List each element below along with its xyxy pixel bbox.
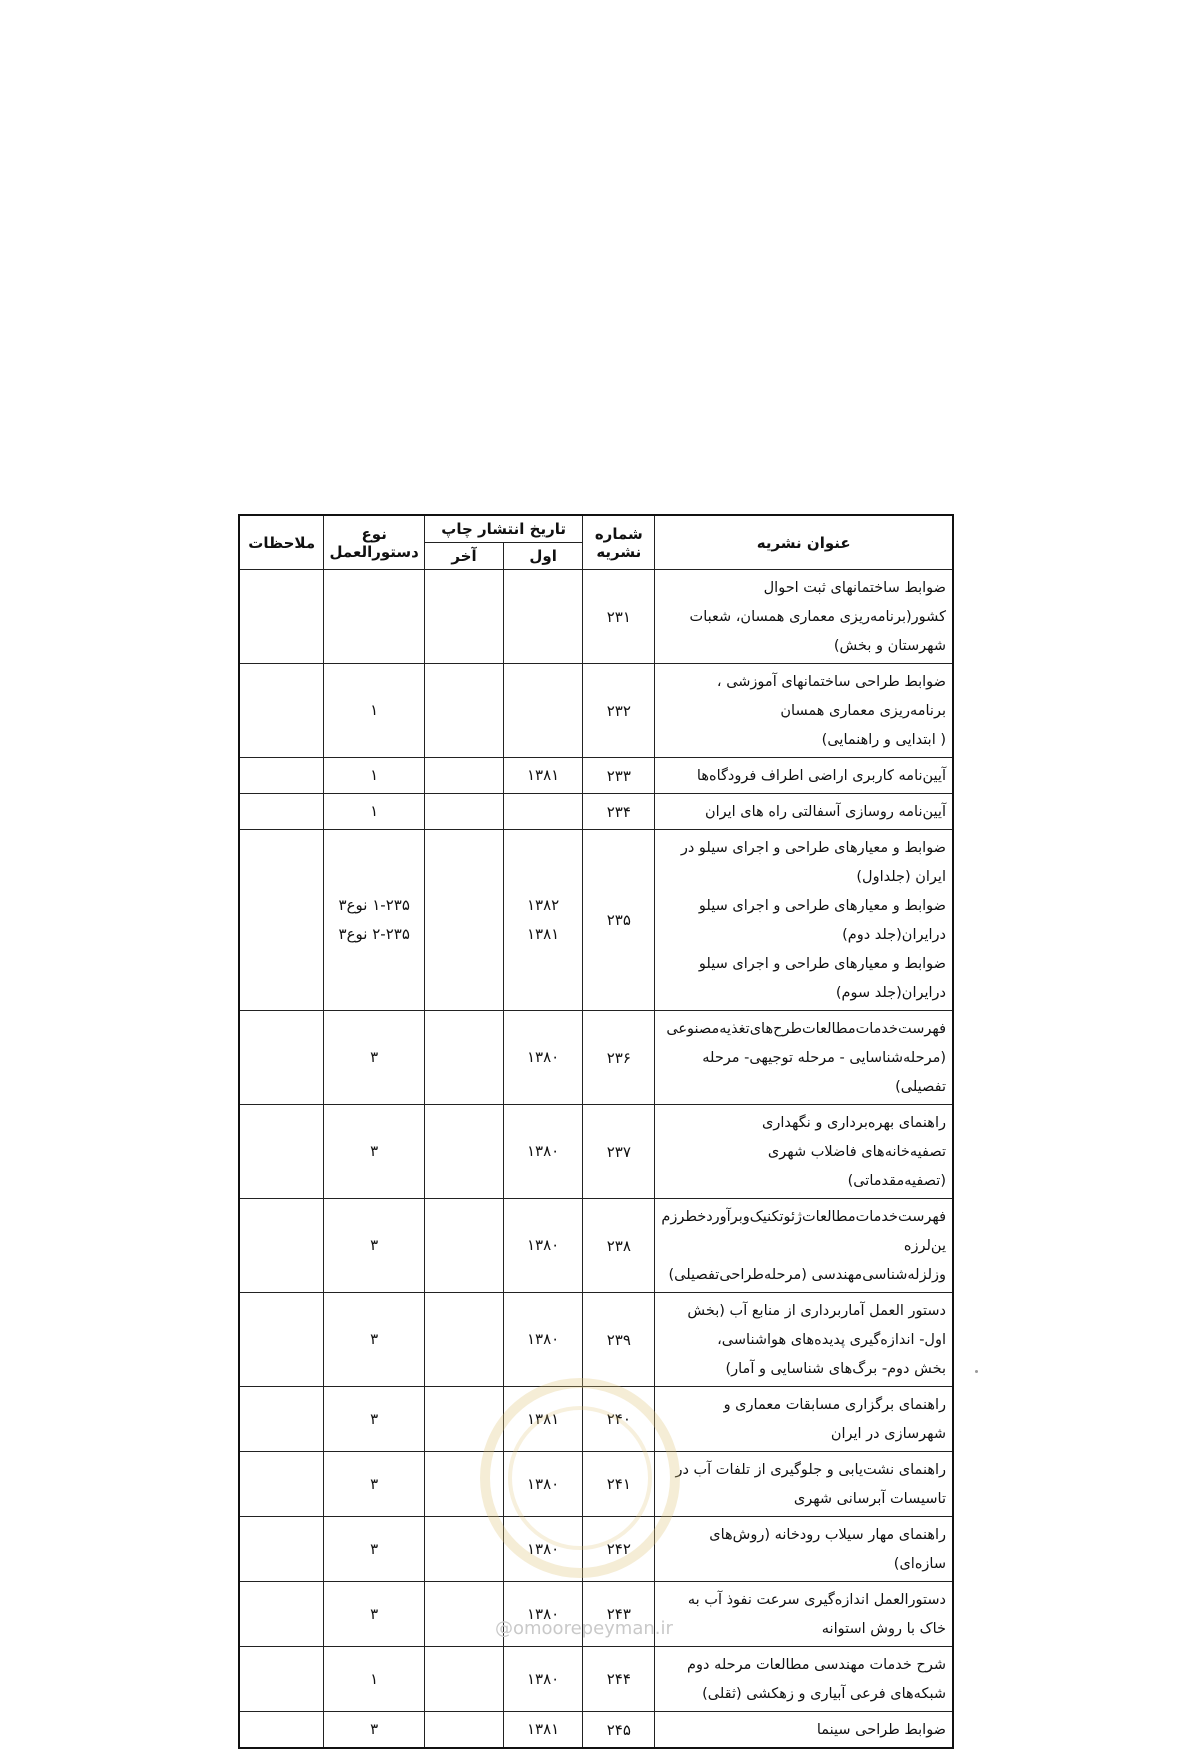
first-print-line: ۱۳۸۰ <box>527 1142 560 1160</box>
first-print-line: ۱۳۸۱ <box>527 1720 560 1738</box>
first-print-cell <box>504 1199 583 1293</box>
last-print-cell <box>425 794 504 830</box>
type-cell <box>324 1199 425 1293</box>
first-print-cell <box>504 1712 583 1749</box>
title-line: ضوابط ساختمانهای ثبت احوال <box>763 580 946 596</box>
notes-cell <box>239 1452 324 1517</box>
type-cell <box>324 1387 425 1452</box>
title-cell <box>655 570 953 664</box>
title-line: آیین‌نامه روسازی آسفالتی راه های ایران <box>704 804 946 820</box>
first-print-line: ۱۳۸۰ <box>527 1669 560 1688</box>
number-cell: ۲۳۹ <box>583 1293 655 1387</box>
scan-speck <box>975 1370 978 1373</box>
title-line: تصفیه‌خانه‌های فاضلاب شهری <box>767 1144 946 1160</box>
header-type-line: نوع <box>361 524 387 543</box>
title-cell <box>655 1293 953 1387</box>
title-cell <box>655 1582 953 1647</box>
table-row <box>239 1011 953 1105</box>
title-line: وزلزله‌شناسی‌مهندسی (مرحله‌طراحی‌تفصیلی) <box>668 1267 946 1283</box>
notes-cell <box>239 1293 324 1387</box>
title-cell <box>655 1647 953 1712</box>
type-cell <box>324 570 425 664</box>
table-row <box>239 1293 953 1387</box>
type-cell <box>324 830 425 1011</box>
title-line: ضوابط طراحی سینما <box>816 1722 946 1738</box>
last-print-cell <box>425 1647 504 1712</box>
title-line: شهرستان و بخش) <box>833 638 946 654</box>
title-line: درایران(جلد سوم) <box>835 985 946 1001</box>
number-cell: ۲۳۲ <box>583 664 655 758</box>
title-cell <box>655 1517 953 1582</box>
title-line: شبکه‌های فرعی آبیاری و زهکشی (ثقلی) <box>702 1686 946 1702</box>
number-cell: ۲۴۵ <box>583 1712 655 1749</box>
number-cell: ۲۳۳ <box>583 758 655 794</box>
header-first: اول <box>504 543 583 570</box>
header-notes: ملاحظات <box>239 515 324 570</box>
table-row <box>239 1105 953 1199</box>
number-cell: ۲۴۳ <box>583 1582 655 1647</box>
title-line: کشور(برنامه‌ریزی معماری همسان، شعبات <box>689 609 946 625</box>
type-cell <box>324 1105 425 1199</box>
last-print-cell <box>425 758 504 794</box>
first-print-cell <box>504 758 583 794</box>
title-cell <box>655 1387 953 1452</box>
type-line: ۳ <box>370 1720 379 1738</box>
title-line: بخش دوم- برگ‌های شناسایی و آمار) <box>725 1361 946 1377</box>
first-print-line: ۱۳۸۱ <box>527 925 560 943</box>
title-line: (مرحله‌شناسایی - مرحله توجیهی- مرحله <box>702 1050 946 1066</box>
number-cell: ۲۴۴ <box>583 1647 655 1712</box>
header-type-line: دستورالعمل <box>329 542 419 561</box>
title-cell <box>655 1011 953 1105</box>
header-print-date: تاریخ انتشار چاپ <box>425 515 583 543</box>
last-print-cell <box>425 1105 504 1199</box>
notes-cell <box>239 794 324 830</box>
notes-cell <box>239 1582 324 1647</box>
number-cell: ۲۴۱ <box>583 1452 655 1517</box>
first-print-cell <box>504 1647 583 1712</box>
notes-cell <box>239 1011 324 1105</box>
title-line: درایران(جلد دوم) <box>842 927 946 943</box>
title-line: راهنمای نشت‌یابی و جلوگیری از تلفات آب در <box>675 1462 946 1478</box>
title-cell <box>655 1452 953 1517</box>
type-line: ۳ <box>370 1236 379 1254</box>
type-line: ۳ <box>370 1474 379 1493</box>
header-title: عنوان نشریه <box>655 515 953 570</box>
first-print-cell <box>504 830 583 1011</box>
number-cell: ۲۴۲ <box>583 1517 655 1582</box>
notes-cell <box>239 1199 324 1293</box>
title-line: فهرست‌خدمات‌مطالعات‌طرح‌های‌تغذیه‌مصنوعی <box>666 1021 946 1037</box>
first-print-line: ۱۳۸۰ <box>527 1474 560 1493</box>
title-line: ضوابط و معیارهای طراحی و اجرای سیلو در <box>680 840 946 856</box>
notes-cell <box>239 1517 324 1582</box>
title-line: ایران (جلداول) <box>856 869 946 885</box>
type-line: ۱ <box>370 1669 379 1688</box>
first-print-line: ۱۳۸۱ <box>527 1409 560 1428</box>
last-print-cell <box>425 830 504 1011</box>
type-cell <box>324 1293 425 1387</box>
header-last: آخر <box>425 543 504 570</box>
source-watermark: @omoorepeyman.ir <box>495 1618 673 1639</box>
title-line: (تصفیه‌مقدماتی) <box>847 1173 946 1189</box>
type-line: ۱ <box>370 802 379 820</box>
first-print-line: ۱۳۸۲ <box>527 896 560 914</box>
title-cell <box>655 830 953 1011</box>
last-print-cell <box>425 1293 504 1387</box>
notes-cell <box>239 1105 324 1199</box>
last-print-cell <box>425 1582 504 1647</box>
title-cell <box>655 758 953 794</box>
title-cell <box>655 664 953 758</box>
first-print-cell <box>504 794 583 830</box>
table-row <box>239 758 953 794</box>
header-type <box>324 515 425 570</box>
table-row <box>239 1712 953 1749</box>
type-cell <box>324 1011 425 1105</box>
title-line: شهرسازی در ایران <box>830 1426 946 1442</box>
title-line: شرح خدمات مهندسی مطالعات مرحله دوم <box>687 1657 946 1673</box>
type-line: ۳ <box>370 1330 379 1348</box>
type-line: ۳ <box>370 1409 379 1428</box>
last-print-cell <box>425 1199 504 1293</box>
title-line: ضوابط طراحی ساختمانهای آموزشی ، <box>716 674 946 690</box>
table-row <box>239 1199 953 1293</box>
title-cell <box>655 1199 953 1293</box>
title-line: راهنمای مهار سیلاب رودخانه (روش‌های <box>709 1527 946 1543</box>
first-print-line: ۱۳۸۰ <box>527 1539 560 1558</box>
title-cell <box>655 1105 953 1199</box>
notes-cell <box>239 664 324 758</box>
type-line: ۳ <box>370 1142 379 1160</box>
title-line: برنامه‌ریزی معماری همسان <box>780 703 946 719</box>
first-print-cell <box>504 664 583 758</box>
last-print-cell <box>425 664 504 758</box>
title-line: ( ابتدایی و راهنمایی) <box>821 732 946 748</box>
header-number-line: شماره <box>594 524 643 543</box>
last-print-cell <box>425 570 504 664</box>
watermark-seal <box>480 1378 680 1578</box>
notes-cell <box>239 758 324 794</box>
number-cell: ۲۳۴ <box>583 794 655 830</box>
first-print-line: ۱۳۸۰ <box>527 1048 560 1066</box>
notes-cell <box>239 1712 324 1749</box>
first-print-cell <box>504 1293 583 1387</box>
first-print-line: ۱۳۸۰ <box>527 1236 560 1254</box>
title-line: اول- اندازه‌گیری پدیده‌های هواشناسی، <box>717 1332 946 1348</box>
title-line: راهنمای برگزاری مسابقات معماری و <box>723 1397 946 1413</box>
first-print-line: ۱۳۸۰ <box>527 1604 560 1623</box>
table-row <box>239 794 953 830</box>
title-line: خاک با روش استوانه <box>821 1621 946 1637</box>
first-print-line: ۱۳۸۱ <box>527 766 560 784</box>
type-cell <box>324 1452 425 1517</box>
title-line: سازه‌ای) <box>893 1556 946 1572</box>
type-line: ۱ <box>370 766 379 784</box>
notes-cell <box>239 830 324 1011</box>
title-line: دستور العمل آماربرداری از منابع آب (بخش <box>687 1303 946 1319</box>
table-row <box>239 570 953 664</box>
first-print-cell <box>504 570 583 664</box>
type-cell <box>324 758 425 794</box>
number-cell: ۲۴۰ <box>583 1387 655 1452</box>
type-line: ۳ <box>370 1539 379 1558</box>
first-print-cell <box>504 1011 583 1105</box>
type-line: ۲-۲۳۵ نوع۳ <box>338 925 410 943</box>
first-print-line: ۱۳۸۰ <box>527 1330 560 1348</box>
number-cell: ۲۳۷ <box>583 1105 655 1199</box>
number-cell: ۲۳۵ <box>583 830 655 1011</box>
title-line: تفصیلی) <box>895 1079 946 1095</box>
type-line: ۳ <box>370 1604 379 1623</box>
last-print-cell <box>425 1712 504 1749</box>
type-cell <box>324 794 425 830</box>
title-cell <box>655 1712 953 1749</box>
type-cell <box>324 1582 425 1647</box>
title-cell <box>655 794 953 830</box>
type-line: ۱-۲۳۵ نوع۳ <box>338 896 410 914</box>
number-cell: ۲۳۶ <box>583 1011 655 1105</box>
title-line: آیین‌نامه کاربری اراضی اطراف فرودگاه‌ها <box>696 768 946 784</box>
notes-cell <box>239 1647 324 1712</box>
type-line: ۱ <box>370 701 379 719</box>
number-cell: ۲۳۱ <box>583 570 655 664</box>
title-line: تاسیسات آبرسانی شهری <box>793 1491 946 1507</box>
header-row <box>239 515 953 543</box>
type-cell <box>324 1647 425 1712</box>
type-cell <box>324 664 425 758</box>
notes-cell <box>239 1387 324 1452</box>
header-number-line: نشریه <box>596 542 642 561</box>
table-row <box>239 1647 953 1712</box>
title-line: فهرست‌خدمات‌مطالعات‌ژئوتکنیک‌وبرآوردخطرزم <box>661 1209 946 1225</box>
type-cell <box>324 1712 425 1749</box>
title-line: راهنمای بهره‌برداری و نگهداری <box>762 1115 946 1131</box>
table-row <box>239 830 953 1011</box>
title-line: دستورالعمل اندازه‌گیری سرعت نفوذ آب به <box>687 1592 946 1608</box>
title-line: ین‌لرزه <box>903 1238 946 1254</box>
type-cell <box>324 1517 425 1582</box>
type-line: ۳ <box>370 1048 379 1066</box>
notes-cell <box>239 570 324 664</box>
title-line: ضوابط و معیارهای طراحی و اجرای سیلو <box>698 898 946 914</box>
number-cell: ۲۳۸ <box>583 1199 655 1293</box>
first-print-cell <box>504 1105 583 1199</box>
table-row <box>239 664 953 758</box>
watermark-seal-inner <box>508 1406 652 1550</box>
header-number <box>583 515 655 570</box>
last-print-cell <box>425 1011 504 1105</box>
title-line: ضوابط و معیارهای طراحی و اجرای سیلو <box>698 956 946 972</box>
